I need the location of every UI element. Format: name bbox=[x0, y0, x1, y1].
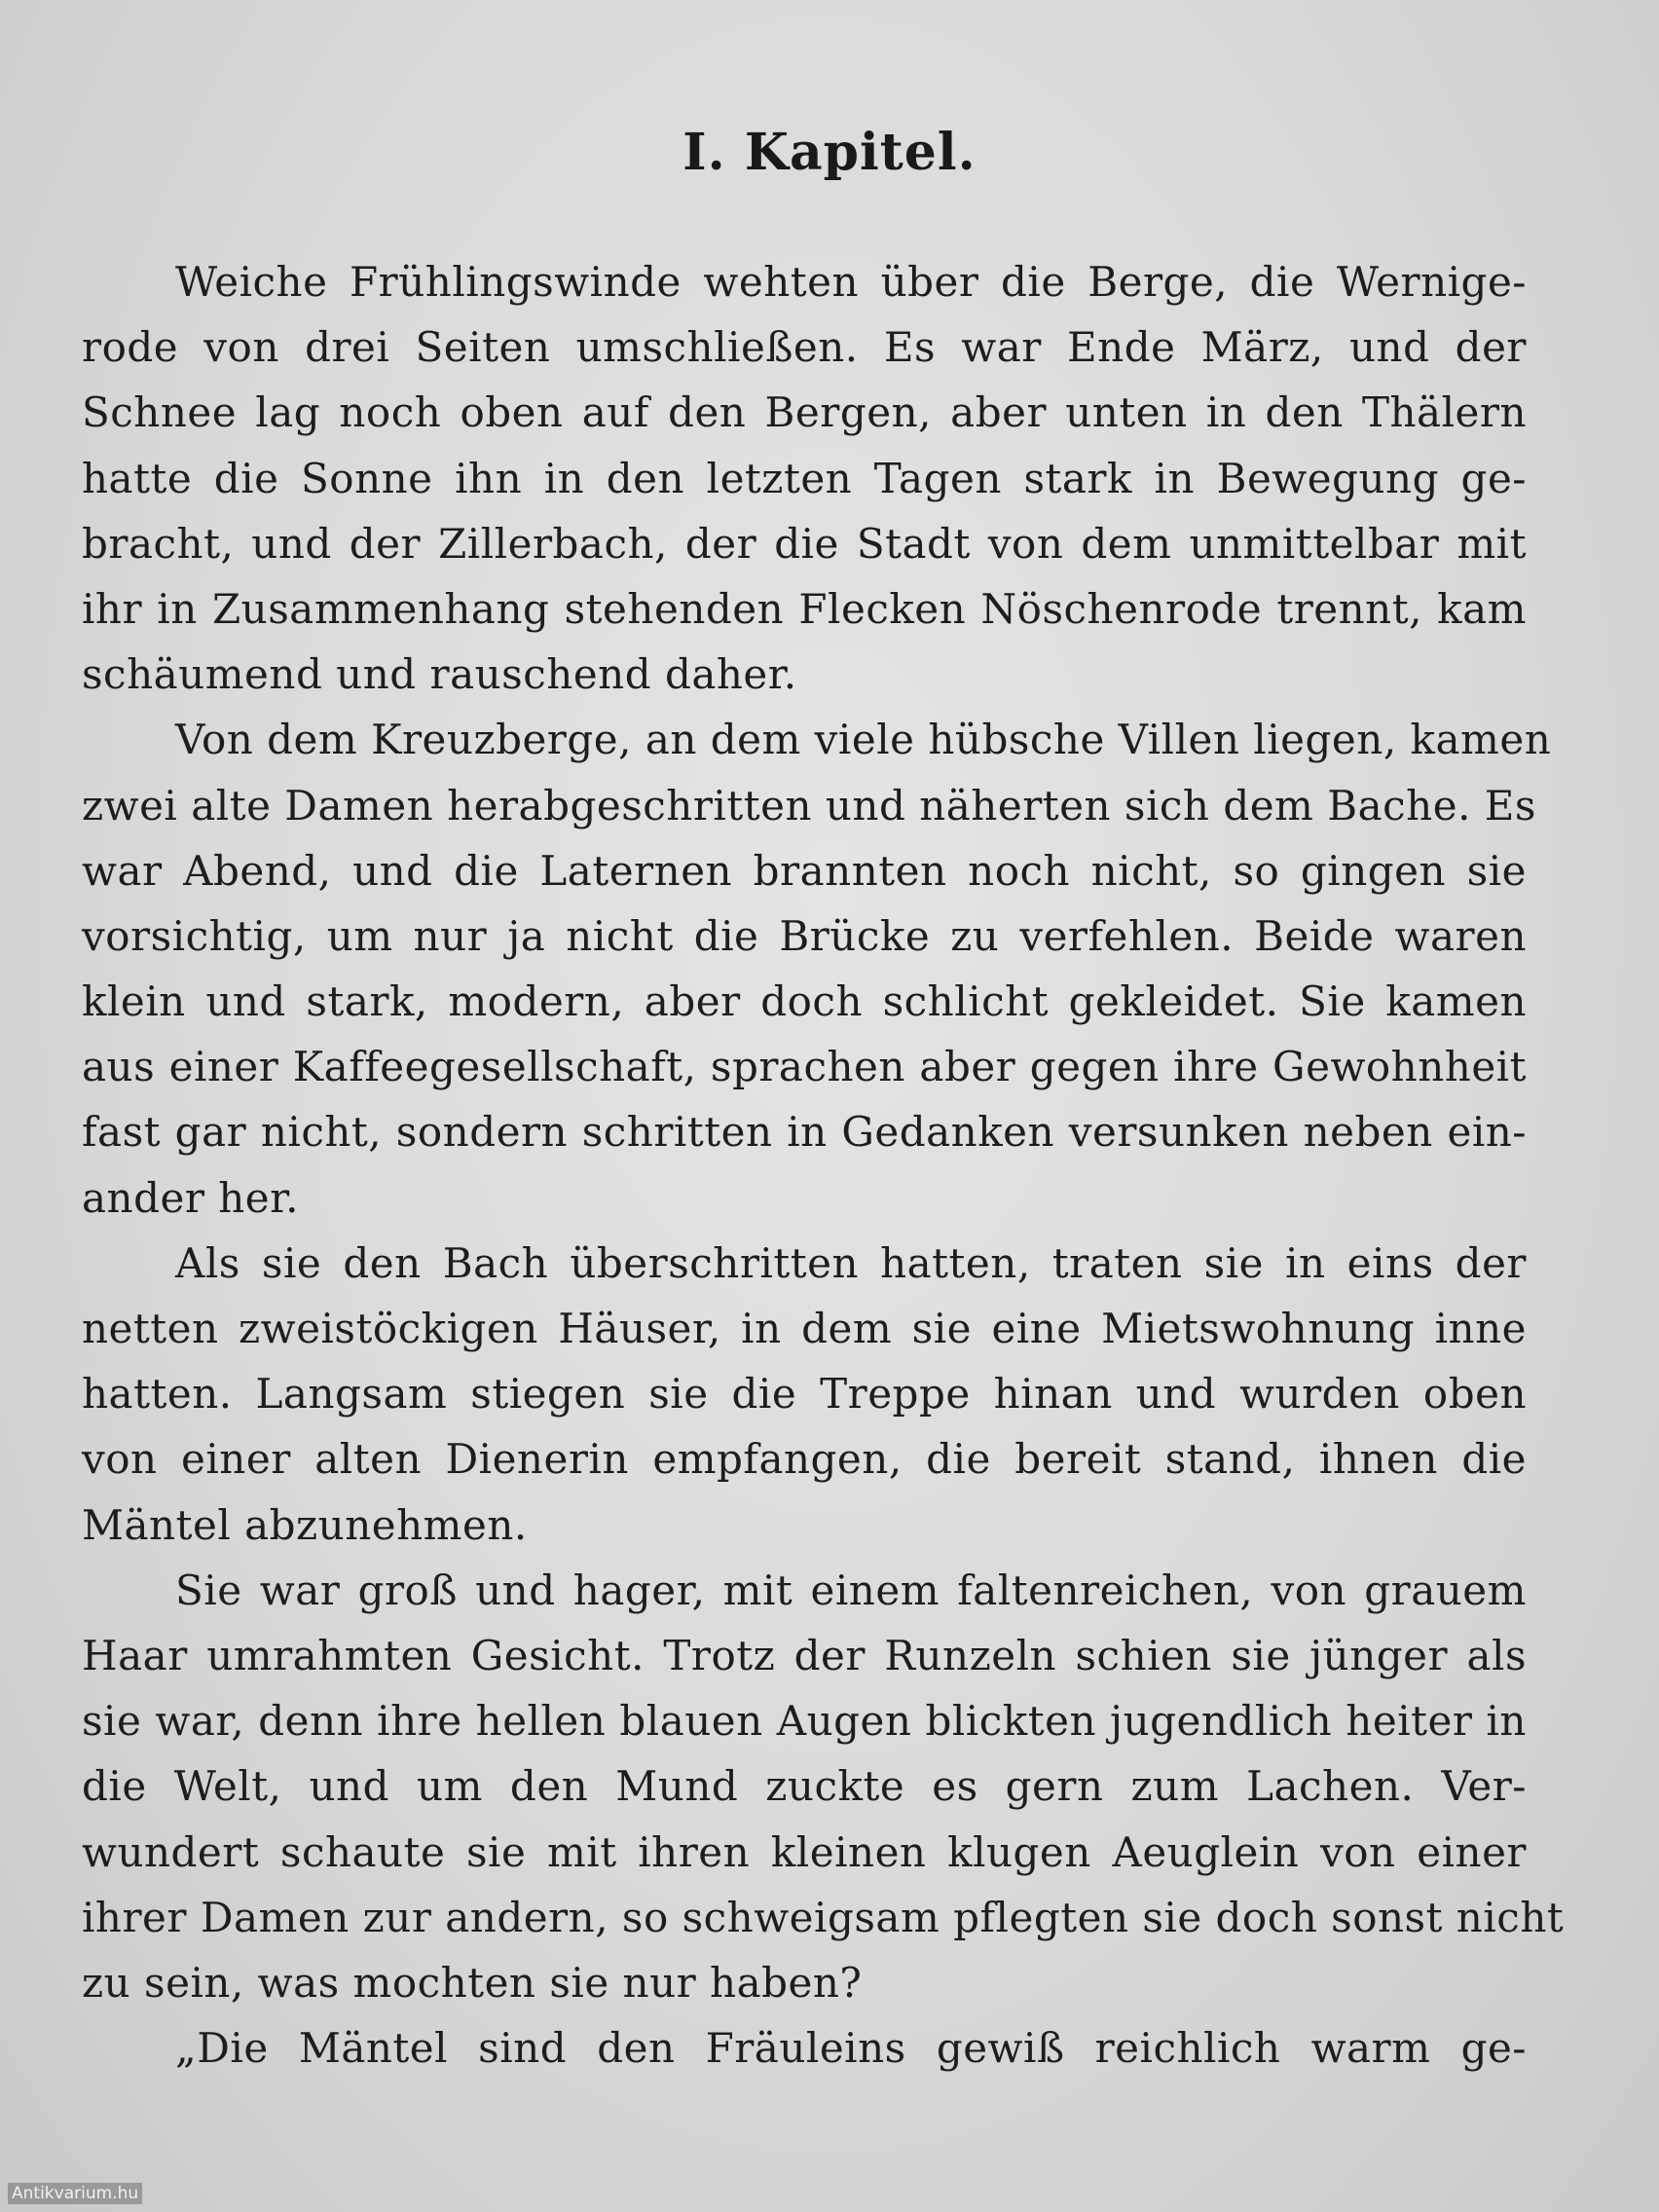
text-line: klein und stark, modern, aber doch schlicht gekleidet. Sie kamen bbox=[82, 977, 1527, 1026]
text-line: Mäntel abzunehmen. bbox=[82, 1500, 528, 1549]
text-line: Als sie den Bach überschritten hatten, traten sie in eins der bbox=[175, 1238, 1527, 1287]
text-line: hatten. Langsam stiegen sie die Treppe hinan und wurden oben bbox=[82, 1370, 1527, 1419]
text-line: bracht, und der Zillerbach, der die Stadt von dem unmittelbar mit bbox=[82, 519, 1527, 568]
text-line: ihr in Zusammenhang stehenden Flecken Nöschenrode trennt, kam bbox=[82, 584, 1527, 633]
text-line: von einer alten Dienerin empfangen, die bereit stand, ihnen die bbox=[82, 1435, 1527, 1484]
text-line: Schnee lag noch oben auf den Bergen, aber unten in den Thälern bbox=[82, 388, 1527, 437]
text-line: Haar umrahmten Gesicht. Trotz der Runzeln schien sie jünger als bbox=[82, 1631, 1527, 1679]
text-line: rode von drei Seiten umschließen. Es war Ende März, und der bbox=[82, 323, 1527, 372]
text-line: fast gar nicht, sondern schritten in Gedanken versunken neben ein- bbox=[82, 1108, 1527, 1157]
text-line: aus einer Kaffeegesellschaft, sprachen aber gegen ihre Gewohnheit bbox=[82, 1043, 1527, 1091]
text-line: hatte die Sonne ihn in den letzten Tagen stark in Bewegung ge- bbox=[82, 454, 1527, 502]
text-line: zwei alte Damen herabgeschritten und näherten sich dem Bache. Es bbox=[82, 781, 1536, 830]
text-line: wundert schaute sie mit ihren kleinen klugen Aeuglein von einer bbox=[82, 1827, 1527, 1876]
text-line: netten zweistöckigen Häuser, in dem sie eine Mietswohnung inne bbox=[82, 1305, 1527, 1352]
text-line: ihrer Damen zur andern, so schweigsam pflegten sie doch sonst nicht bbox=[82, 1893, 1565, 1941]
body-text bbox=[82, 249, 1565, 2081]
text-line: Weiche Frühlingswinde wehten über die Berge, die Wernige- bbox=[175, 258, 1527, 306]
text-line: Sie war groß und hager, mit einem faltenreichen, von grauem bbox=[175, 1566, 1527, 1614]
text-line: „Die Mäntel sind den Fräuleins gewiß reichlich warm ge- bbox=[175, 2024, 1527, 2073]
text-line: vorsichtig, um nur ja nicht die Brücke zu verfehlen. Beide waren bbox=[82, 911, 1527, 960]
text-line: sie war, denn ihre hellen blauen Augen blickten jugendlich heiter in bbox=[82, 1697, 1527, 1746]
chapter-title: I. Kapitel. bbox=[682, 123, 977, 182]
text-line: zu sein, was mochten sie nur haben? bbox=[82, 1958, 863, 2007]
text-line: war Abend, und die Laternen brannten noch nicht, so gingen sie bbox=[82, 846, 1527, 895]
text-line: die Welt, und um den Mund zuckte es gern zum Lachen. Ver- bbox=[82, 1762, 1527, 1811]
text-line: Von dem Kreuzberge, an dem viele hübsche Villen liegen, kamen bbox=[175, 716, 1552, 764]
text-line: ander her. bbox=[82, 1173, 299, 1222]
watermark: Antikvarium.hu bbox=[8, 2183, 142, 2204]
text-line: schäumend und rauschend daher. bbox=[82, 650, 797, 699]
